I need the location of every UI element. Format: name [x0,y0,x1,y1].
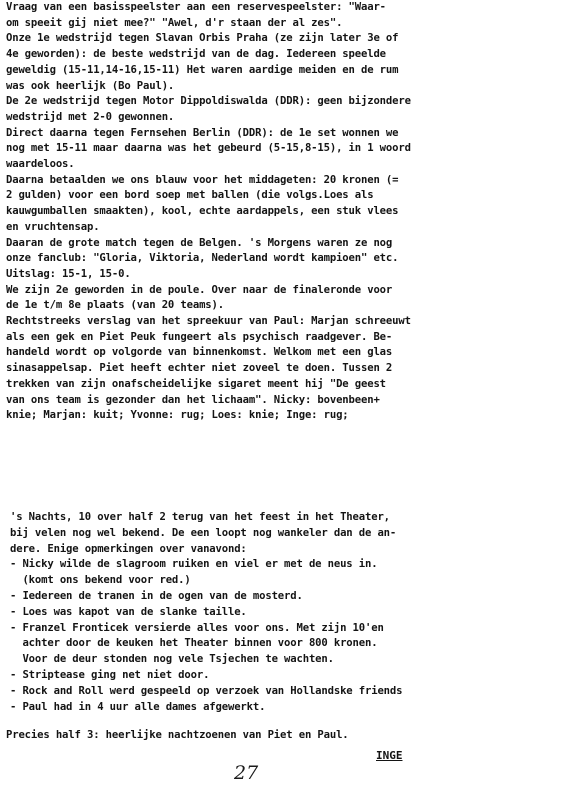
list-item: - Franzel Fronticek versierde alles voor ons. Met zijn 10'en [10,621,384,634]
author-signature: INGE [376,749,403,762]
list-item: Voor de deur stonden nog vele Tsjechen te wachten. [10,653,334,666]
text-line: 2 gulden) voor een bord soep met ballen (die volgs.Loes als [6,189,374,202]
text-line: en vruchtensap. [6,220,100,233]
text-line: handeld wordt op volgorde van binnenkomst. Welkom met een glas [6,346,393,359]
text-line: waardeloos. [6,158,75,171]
text-line: als een gek en Piet Peuk fungeert als psychisch raadgever. Be- [6,330,393,343]
closing-section [6,728,349,744]
text-line: Rechtstreeks verslag van het spreekuur van Paul: Marjan schreeuwt [6,315,411,328]
text-line: de 1e t/m 8e plaats (van 20 teams). [6,299,224,312]
text-line: kauwgumballen smaakten), kool, echte aardappels, een stuk vlees [6,205,399,218]
text-line: Onze 1e wedstrijd tegen Slavan Orbis Praha (ze zijn later 3e of [6,32,399,45]
text-line: Direct daarna tegen Fernsehen Berlin (DDR): de 1e set wonnen we [6,126,399,139]
report-night-section [10,510,558,715]
text-line: geweldig (15-11,14-16,15-11) Het waren aardige meiden en de rum [6,63,399,76]
text-line: bij velen nog wel bekend. De een loopt nog wankeler dan de an- [10,526,397,539]
text-line: We zijn 2e geworden in de poule. Over naar de finaleronde voor [6,283,393,296]
text-line: Daarna betaalden we ons blauw voor het middageten: 20 kronen (= [6,173,399,186]
text-line: nog met 15-11 maar daarna was het gebeurd (5-15,8-15), in 1 woord [6,142,411,155]
report-upper-section [6,0,558,424]
text-line: knie; Marjan: kuit; Yvonne: rug; Loes: knie; Inge: rug; [6,409,349,422]
list-item: - Paul had in 4 uur alle dames afgewerkt. [10,700,266,713]
list-item: - Striptease ging net niet door. [10,668,210,681]
closing-line: Precies half 3: heerlijke nachtzoenen van Piet en Paul. [6,729,349,741]
list-item: - Loes was kapot van de slanke taille. [10,605,247,618]
text-line: onze fanclub: "Gloria, Viktoria, Nederland wordt kampioen" etc. [6,252,399,265]
text-line: wedstrijd met 2-0 gewonnen. [6,110,175,123]
text-line: om speeit gij niet mee?" "Awel, d'r staan der al zes". [6,16,343,29]
text-line: Daaran de grote match tegen de Belgen. 's Morgens waren ze nog [6,236,393,249]
list-item: - Rock and Roll werd gespeeld op verzoek van Hollandske friends [10,684,403,697]
text-line: van ons team is gezonder dan het lichaam". Nicky: bovenbeen+ [6,393,380,406]
list-item: achter door de keuken het Theater binnen voor 800 kronen. [10,637,378,650]
text-line: was ook heerlijk (Bo Paul). [6,79,175,92]
text-line: 's Nachts, 10 over half 2 terug van het feest in het Theater, [10,511,390,523]
text-line: 4e geworden): de beste wedstrijd van de dag. Iedereen speelde [6,48,386,61]
text-line: sinasappelsap. Piet heeft echter niet zoveel te doen. Tussen 2 [6,362,393,375]
page-number: 27 [234,762,259,784]
text-line: trekken van zijn onafscheidelijke sigaret meent hij "De geest [6,377,386,390]
text-line: De 2e wedstrijd tegen Motor Dippoldiswalda (DDR): geen bijzondere [6,95,411,108]
list-item: - Iedereen de tranen in de ogen van de mosterd. [10,589,303,602]
list-item: - Nicky wilde de slagroom ruiken en viel er met de neus in. [10,558,378,571]
text-line: dere. Enige opmerkingen over vanavond: [10,542,247,555]
text-line: Uitslag: 15-1, 15-0. [6,267,131,280]
text-line: Vraag van een basisspeelster aan een reservespeelster: "Waar- [6,1,386,13]
list-item: (komt ons bekend voor red.) [10,574,191,587]
